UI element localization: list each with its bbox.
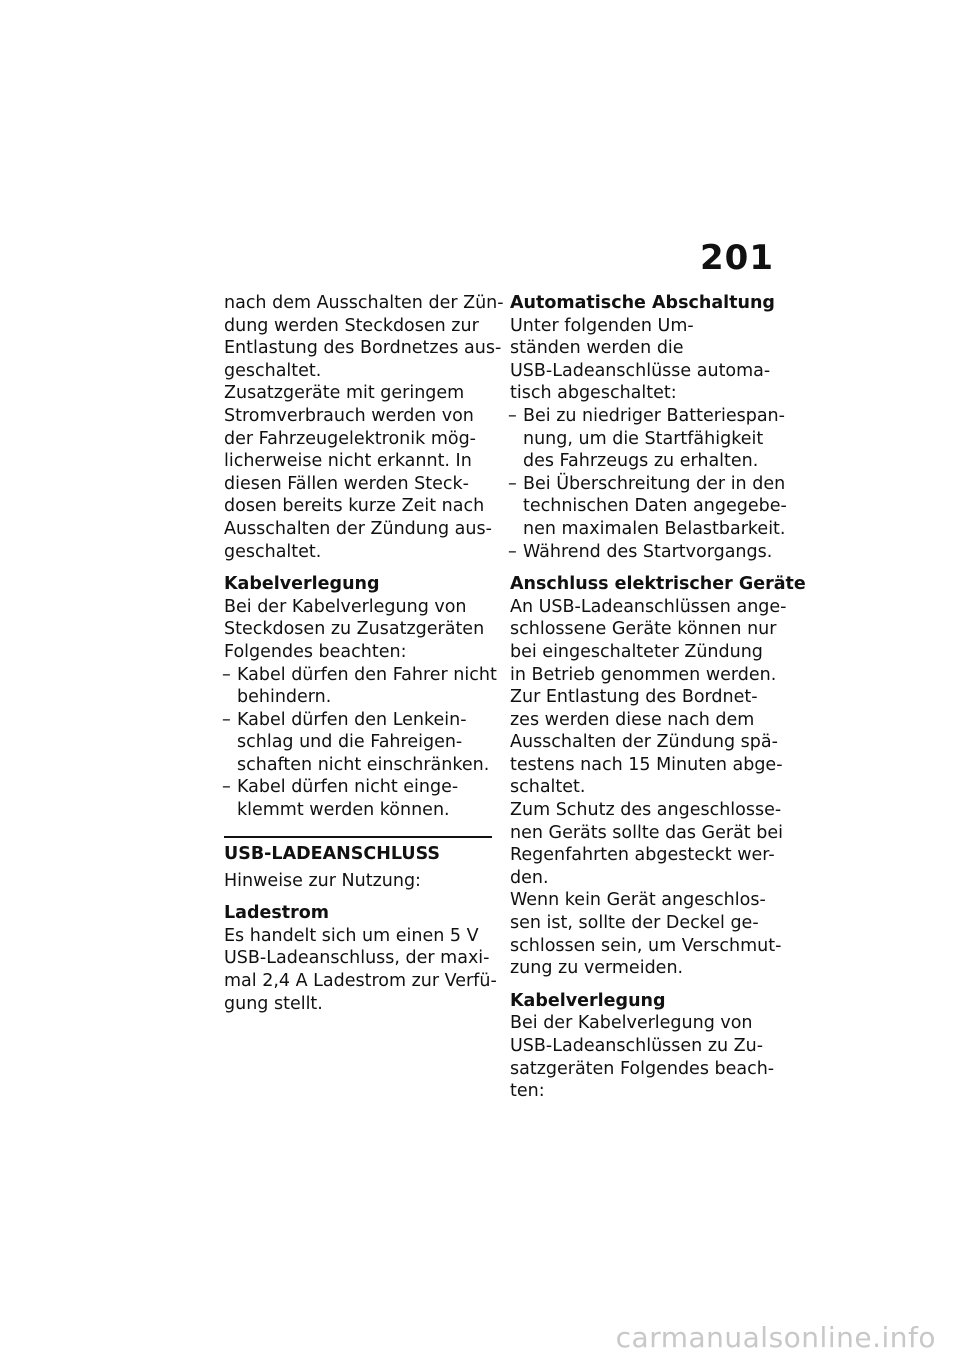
- auto-shutdown-heading: Automatische Abschaltung: [510, 293, 775, 313]
- text-line: in Betrieb genommen werden.: [510, 664, 777, 685]
- text-line: ständen werden die: [510, 338, 684, 359]
- intro-paragraph: [224, 292, 504, 563]
- right-column: [510, 292, 806, 1103]
- text-line: USB-Ladeanschlüsse automa-: [510, 360, 771, 381]
- text-line: schlossene Geräte können nur: [510, 619, 777, 640]
- cable-heading: Kabelverlegung: [510, 990, 666, 1011]
- text-line: satzgeräten Folgendes beach-: [510, 1058, 775, 1079]
- text-line: geschaltet.: [224, 360, 322, 381]
- text-line: Ausschalten der Zündung aus-: [224, 518, 492, 539]
- text-line: testens nach 15 Minuten abge-: [510, 754, 783, 775]
- section-divider: [224, 836, 492, 838]
- text-line: bei eingeschalteter Zündung: [510, 641, 763, 662]
- watermark-link[interactable]: carmanualsonline.info: [615, 1321, 936, 1354]
- text-line: zes werden diese nach dem: [510, 709, 755, 730]
- cable-heading: Kabelverlegung: [224, 574, 380, 595]
- text-line: Zusatzgeräte mit geringem: [224, 383, 465, 404]
- text-line: Steckdosen zu Zusatzgeräten: [224, 619, 485, 640]
- text-line: Entlastung des Bordnetzes aus-: [224, 338, 502, 359]
- usb-intro: Hinweise zur Nutzung:: [224, 870, 421, 891]
- cable-list: [224, 664, 497, 822]
- text-line: Es handelt sich um einen 5 V: [224, 925, 479, 946]
- list-item-continuation: behindern.: [237, 687, 332, 708]
- text-line: diesen Fällen werden Steck-: [224, 473, 469, 494]
- auto-shutdown-list: [510, 405, 787, 563]
- text-line: zung zu vermeiden.: [510, 958, 684, 979]
- text-line: schaltet.: [510, 777, 586, 798]
- list-item-continuation: nung, um die Startfähigkeit: [523, 428, 764, 449]
- list-item: – Kabel dürfen den Lenkein-: [224, 709, 492, 732]
- usb-section-heading: USB-LADEANSCHLUSS: [224, 843, 441, 864]
- text-line: Zum Schutz des angeschlosse-: [510, 800, 782, 821]
- text-line: mal 2,4 A Ladestrom zur Verfü-: [224, 971, 497, 992]
- text-line: An USB-Ladeanschlüssen ange-: [510, 596, 787, 617]
- text-line: schlossen sein, um Verschmut-: [510, 935, 782, 956]
- text-line: Bei der Kabelverlegung von: [510, 1013, 753, 1034]
- text-line: nach dem Ausschalten der Zün-: [224, 293, 504, 313]
- list-item-continuation: schaften nicht einschränken.: [237, 754, 490, 775]
- list-item: – Bei Überschreitung der in den: [510, 473, 780, 496]
- list-item-continuation: klemmt werden können.: [237, 800, 450, 821]
- text-line: USB-Ladeanschlüssen zu Zu-: [510, 1036, 764, 1056]
- list-item-continuation: des Fahrzeugs zu erhalten.: [523, 451, 759, 472]
- text-line: gung stellt.: [224, 993, 323, 1014]
- charge-heading: Ladestrom: [224, 903, 330, 924]
- text-line: licherweise nicht erkannt. In: [224, 451, 472, 472]
- list-item: – Kabel dürfen nicht einge-: [224, 776, 492, 799]
- text-line: Bei der Kabelverlegung von: [224, 596, 467, 617]
- text-line: Zur Entlastung des Bordnet-: [510, 687, 758, 708]
- text-line: ten:: [510, 1081, 545, 1102]
- text-line: Wenn kein Gerät angeschlos-: [510, 890, 766, 911]
- page-number: 201: [700, 238, 774, 278]
- text-line: sen ist, sollte der Deckel ge-: [510, 913, 759, 934]
- text-line: Ausschalten der Zündung spä-: [510, 732, 778, 753]
- text-line: USB-Ladeanschluss, der maxi-: [224, 948, 490, 969]
- list-item: – Bei zu niedriger Batteriespan-: [510, 405, 780, 428]
- text-line: Unter folgenden Um-: [510, 315, 694, 336]
- list-item-continuation: nen maximalen Belastbarkeit.: [523, 518, 786, 539]
- text-line: Stromverbrauch werden von: [224, 405, 474, 426]
- text-line: geschaltet.: [224, 541, 322, 562]
- text-line: dosen bereits kurze Zeit nach: [224, 496, 485, 517]
- text-line: den.: [510, 867, 549, 888]
- connect-paragraph: [510, 596, 787, 980]
- text-line: dung werden Steckdosen zur: [224, 315, 479, 336]
- text-line: tisch abgeschaltet:: [510, 383, 677, 404]
- text-line: nen Geräts sollte das Gerät bei: [510, 822, 783, 843]
- connect-heading: Anschluss elektrischer Geräte: [510, 574, 806, 595]
- text-line: Folgendes beachten:: [224, 641, 407, 662]
- left-column: [224, 292, 504, 1015]
- text-line: Regenfahrten abgesteckt wer-: [510, 845, 775, 866]
- list-item-continuation: technischen Daten angegebe-: [523, 496, 787, 517]
- list-item: – Während des Startvorgangs.: [510, 541, 780, 564]
- list-item: – Kabel dürfen den Fahrer nicht: [224, 664, 492, 687]
- text-line: der Fahrzeugelektronik mög-: [224, 428, 476, 449]
- list-item-continuation: schlag und die Fahreigen-: [237, 732, 463, 753]
